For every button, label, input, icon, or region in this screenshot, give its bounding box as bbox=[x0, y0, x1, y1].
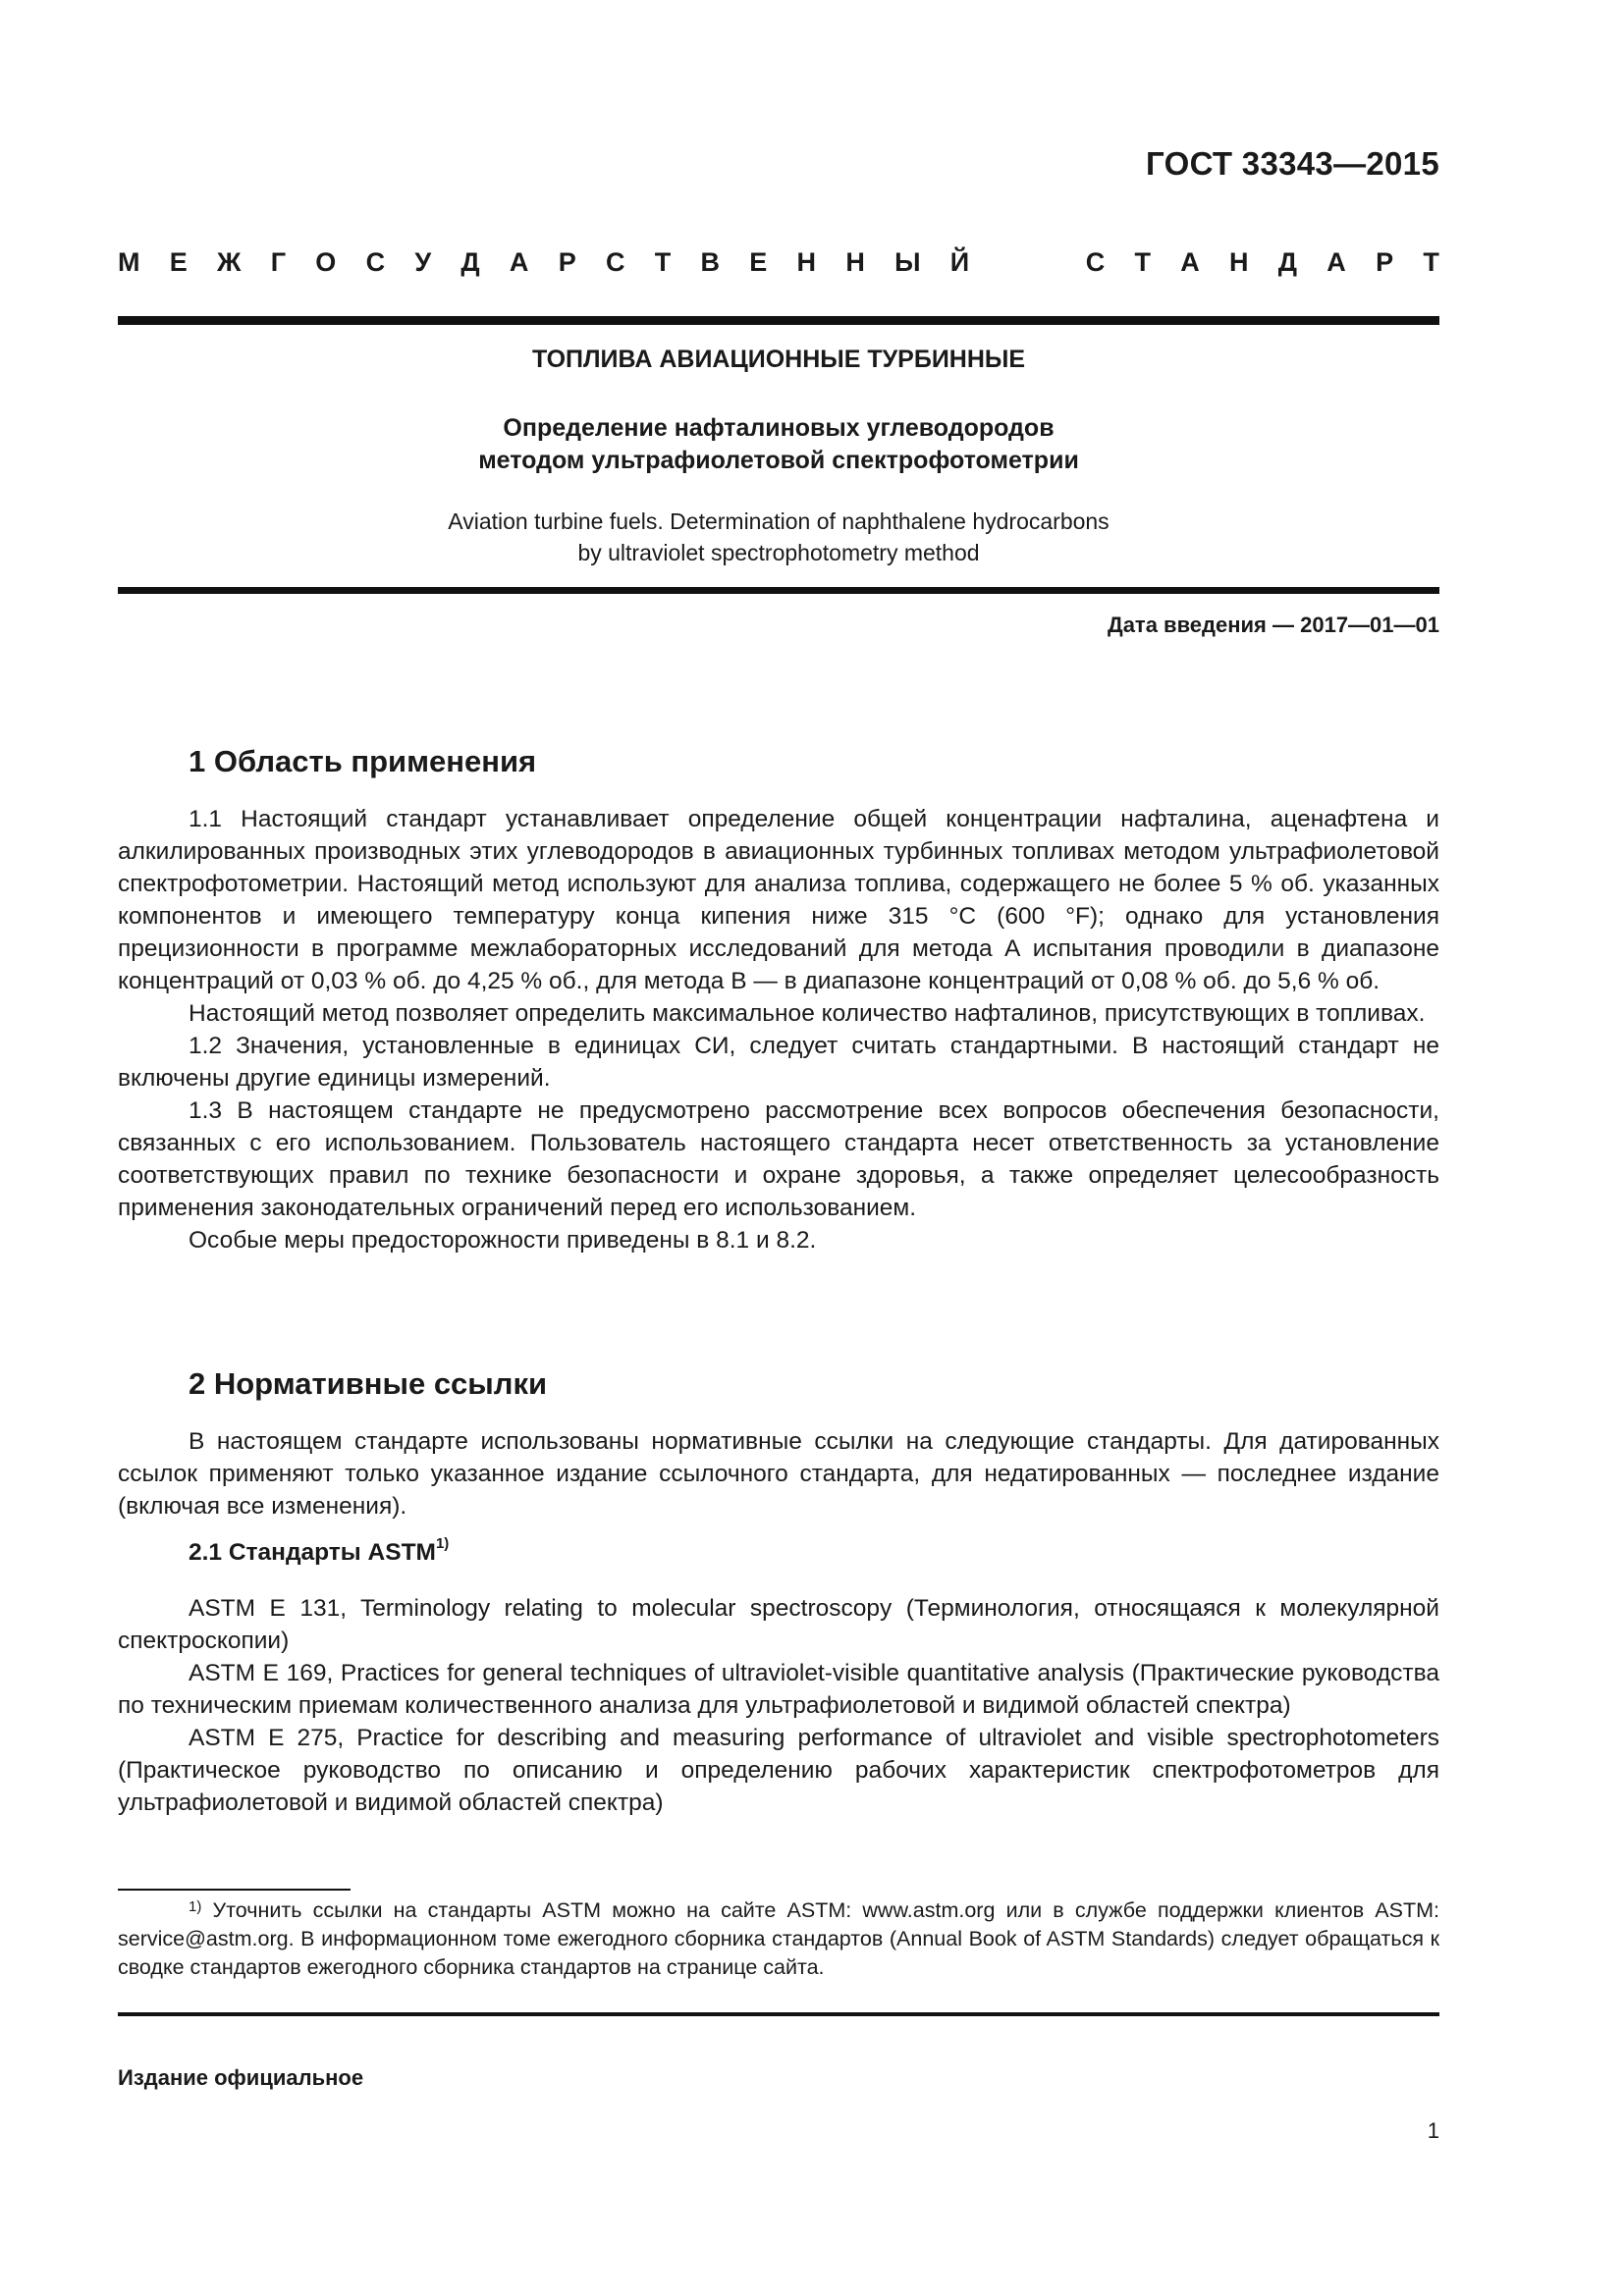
letter: А bbox=[1326, 247, 1346, 277]
letter: С bbox=[365, 247, 386, 277]
letter: Й bbox=[949, 247, 970, 277]
section-2-intro bbox=[118, 1425, 1439, 1522]
title-sub-line: Определение нафталиновых углеводородов bbox=[503, 414, 1055, 442]
letter: Т bbox=[1134, 247, 1151, 277]
astm-references bbox=[118, 1592, 1439, 1819]
page-number: 1 bbox=[1427, 2118, 1439, 2143]
letter: С bbox=[1085, 247, 1106, 277]
letter: Р bbox=[558, 247, 576, 277]
title-en-line: by ultraviolet spectrophotometry method bbox=[577, 540, 980, 565]
letter: Т bbox=[654, 247, 672, 277]
letter: А bbox=[1180, 247, 1200, 277]
letter: Н bbox=[1229, 247, 1249, 277]
letter: Г bbox=[270, 247, 287, 277]
footnote-body: Уточнить ссылки на стандарты ASTM можно на сайте ASTM: www.astm.org или в службе поддержки клиентов ASTM: service@astm.org. В информационном томе ежегодного сборника стандартов (Annual Book of ASTM Standards) следует обращаться к сводке стандартов ежегодного сборника стандартов на странице сайта. bbox=[118, 1898, 1439, 1979]
subsection-2-1-heading bbox=[189, 1535, 450, 1567]
letter: О bbox=[315, 247, 337, 277]
footnote-text bbox=[118, 1896, 1439, 1982]
letter: Е bbox=[749, 247, 768, 277]
reference-item: ASTM E 275, Practice for describing and measuring performance of ultraviolet and visible spectrophotometers (Практическое руководство по описанию и определению рабочих характеристик спектрофотометров для ультрафиолетовой и видимой областей спектра) bbox=[118, 1725, 1439, 1816]
section-2-heading: 2 Нормативные ссылки bbox=[189, 1366, 548, 1401]
intro-date: Дата введения — 2017—01—01 bbox=[1108, 613, 1439, 637]
letter: Ж bbox=[217, 247, 242, 277]
standard-type-heading bbox=[118, 247, 1439, 278]
footer-rule bbox=[118, 2012, 1439, 2016]
subsection-title: 2.1 Стандарты ASTM bbox=[189, 1539, 436, 1566]
document-page bbox=[118, 0, 1439, 2296]
letter: М bbox=[118, 247, 140, 277]
title-rule bbox=[118, 587, 1439, 594]
title-en-line: Aviation turbine fuels. Determination of naphthalene hydrocarbons bbox=[448, 508, 1110, 534]
reference-item: ASTM E 169, Practices for general techniques of ultraviolet-visible quantitative analysis (Практические руководства по техническим приемам количественного анализа для ультрафиолетовой и видимой областей спектра) bbox=[118, 1660, 1439, 1719]
edition-label: Издание официальное bbox=[118, 2065, 364, 2090]
letter: Д bbox=[1277, 247, 1298, 277]
paragraph: Настоящий метод позволяет определить максимальное количество нафталинов, присутствующих в топливах. bbox=[189, 1000, 1426, 1027]
word-gap bbox=[999, 247, 1056, 278]
paragraph: В настоящем стандарте использованы нормативные ссылки на следующие стандарты. Для датированных ссылок применяют только указанное издание ссылочного стандарта, для недатированных — последнее издание (включая все изменения). bbox=[118, 1428, 1439, 1520]
paragraph: Особые меры предосторожности приведены в 8.1 и 8.2. bbox=[189, 1227, 817, 1254]
reference-item: ASTM E 131, Terminology relating to molecular spectroscopy (Терминология, относящаяся к молекулярной спектроскопии) bbox=[118, 1595, 1439, 1654]
section-1-body bbox=[118, 803, 1439, 1256]
title-sub-line: методом ультрафиолетовой спектрофотометрии bbox=[478, 447, 1079, 474]
letter: Д bbox=[460, 247, 480, 277]
footnote-mark: 1) bbox=[189, 1898, 202, 1915]
paragraph: 1.1 Настоящий стандарт устанавливает определение общей концентрации нафталина, аценафтена и алкилированных производных этих углеводородов в авиационных турбинных топливах методом ультрафиолетовой спектрофотометрии. Настоящий метод используют для анализа топлива, содержащего не более 5 % об. указанных компонентов и имеющего температуру конца кипения ниже 315 °С (600 °F); однако для установления прецизионности в программе межлабораторных исследований для метода А испытания проводили в диапазоне концентраций от 0,03 % об. до 4,25 % об., для метода В — в диапазоне концентраций от 0,08 % об. до 5,6 % об. bbox=[118, 806, 1439, 994]
paragraph: 1.2 Значения, установленные в единицах СИ, следует считать стандартными. В настоящий стандарт не включены другие единицы измерений. bbox=[118, 1033, 1439, 1092]
letter: Р bbox=[1376, 247, 1394, 277]
header-rule bbox=[118, 316, 1439, 325]
title-main: ТОПЛИВА АВИАЦИОННЫЕ ТУРБИННЫЕ bbox=[531, 346, 1026, 373]
letter: С bbox=[605, 247, 625, 277]
letter: Н bbox=[796, 247, 817, 277]
letter: Н bbox=[845, 247, 865, 277]
section-1-heading: 1 Область применения bbox=[189, 744, 537, 778]
letter: Ы bbox=[894, 247, 921, 277]
letter: Т bbox=[1423, 247, 1439, 277]
paragraph: 1.3 В настоящем стандарте не предусмотрено рассмотрение всех вопросов обеспечения безопасности, связанных с его использованием. Пользователь настоящего стандарта несет ответственность за установление соответствующих правил по технике безопасности и охране здоровья, а также определяет целесообразность применения законодательных ограничений перед его использованием. bbox=[118, 1097, 1439, 1221]
letter: Е bbox=[169, 247, 188, 277]
letter: В bbox=[700, 247, 720, 277]
title-subtitle bbox=[118, 412, 1439, 477]
footnote-rule bbox=[118, 1889, 351, 1891]
letter: А bbox=[509, 247, 529, 277]
footnote-mark: 1) bbox=[435, 1535, 450, 1552]
gost-code: ГОСТ 33343—2015 bbox=[1146, 145, 1439, 182]
title-english bbox=[118, 506, 1439, 568]
footnote bbox=[118, 1896, 1439, 1982]
letter: У bbox=[414, 247, 432, 277]
